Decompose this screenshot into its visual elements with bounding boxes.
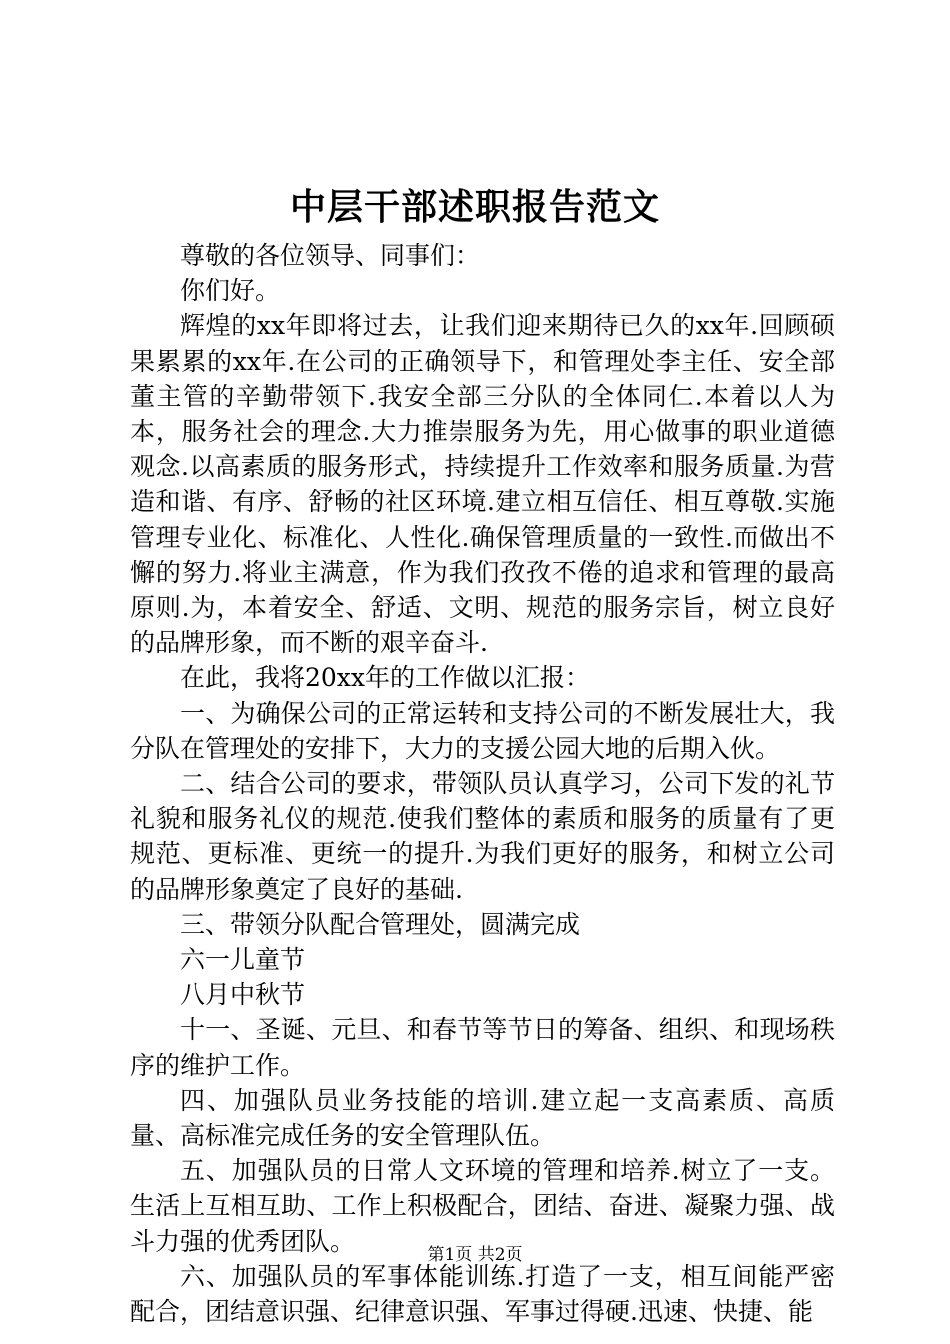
paragraph-item-6: 六、加强队员的军事体能训练.打造了一支，相互间能严密配合，团结意识强、纪律意识强、军事过得硬.迅速、快捷、能 bbox=[130, 1261, 835, 1327]
paragraph-mid-autumn: 八月中秋节 bbox=[180, 980, 306, 1010]
paragraph-report-lead: 在此，我将20xx年的工作做以汇报： bbox=[180, 663, 591, 693]
paragraph-intro: 辉煌的xx年即将过去，让我们迎来期待已久的xx年.回顾硕果累累的xx年.在公司的正确领导下，和管理处李主任、安全部董主管的辛勤带领下.我安全部三分队的全体同仁.本着以人为本，服务社会的理念.大力推崇服务为先，用心做事的职业道德观念.以高素质的服务形式，持续提升工作效率和服务质量.为营造和谐、有序、舒畅的社区环境.建立相互信任、相互尊敬.实施管理专业化、标准化、人性化.确保管理质量的一致性.而做出不懈的努力.将业主满意，作为我们孜孜不倦的追求和管理的最高原则.为，本着安全、舒适、文明、规范的服务宗旨，树立良好的品牌形象，而不断的艰辛奋斗. bbox=[130, 311, 835, 658]
paragraph-item-4: 四、加强队员业务技能的培训.建立起一支高素质、高质量、高标准完成任务的安全管理队伍。 bbox=[130, 1085, 835, 1151]
document-title: 中层干部述职报告范文 bbox=[289, 187, 660, 228]
page-footer: 第1页 共2页 bbox=[427, 1245, 523, 1265]
paragraph-item-1: 一、为确保公司的正常运转和支持公司的不断发展壮大，我分队在管理处的安排下，大力的支援公园大地的后期入伙。 bbox=[130, 698, 835, 763]
paragraph-childrens-day: 六一儿童节 bbox=[180, 945, 306, 975]
paragraph-item-5: 五、加强队员的日常人文环境的管理和培养.树立了一支。生活上互相互助、工作上积极配合，团结、奋进、凝聚力强、战斗力强的优秀团队。 bbox=[130, 1156, 835, 1256]
paragraph-item-2: 二、结合公司的要求，带领队员认真学习，公司下发的礼节礼貌和服务礼仪的规范.使我们整体的素质和服务的质量有了更规范、更标准、更统一的提升.为我们更好的服务，和树立公司的品牌形象奠定了良好的基础. bbox=[130, 769, 835, 904]
paragraph-holidays: 十一、圣诞、元旦、和春节等节日的筹备、组织、和现场秩序的维护工作。 bbox=[130, 1015, 835, 1080]
paragraph-hello: 你们好。 bbox=[180, 276, 281, 306]
paragraph-greeting: 尊敬的各位领导、同事们： bbox=[180, 241, 481, 270]
document-body bbox=[130, 238, 835, 1329]
paragraph-item-3: 三、带领分队配合管理处，圆满完成 bbox=[180, 909, 581, 939]
